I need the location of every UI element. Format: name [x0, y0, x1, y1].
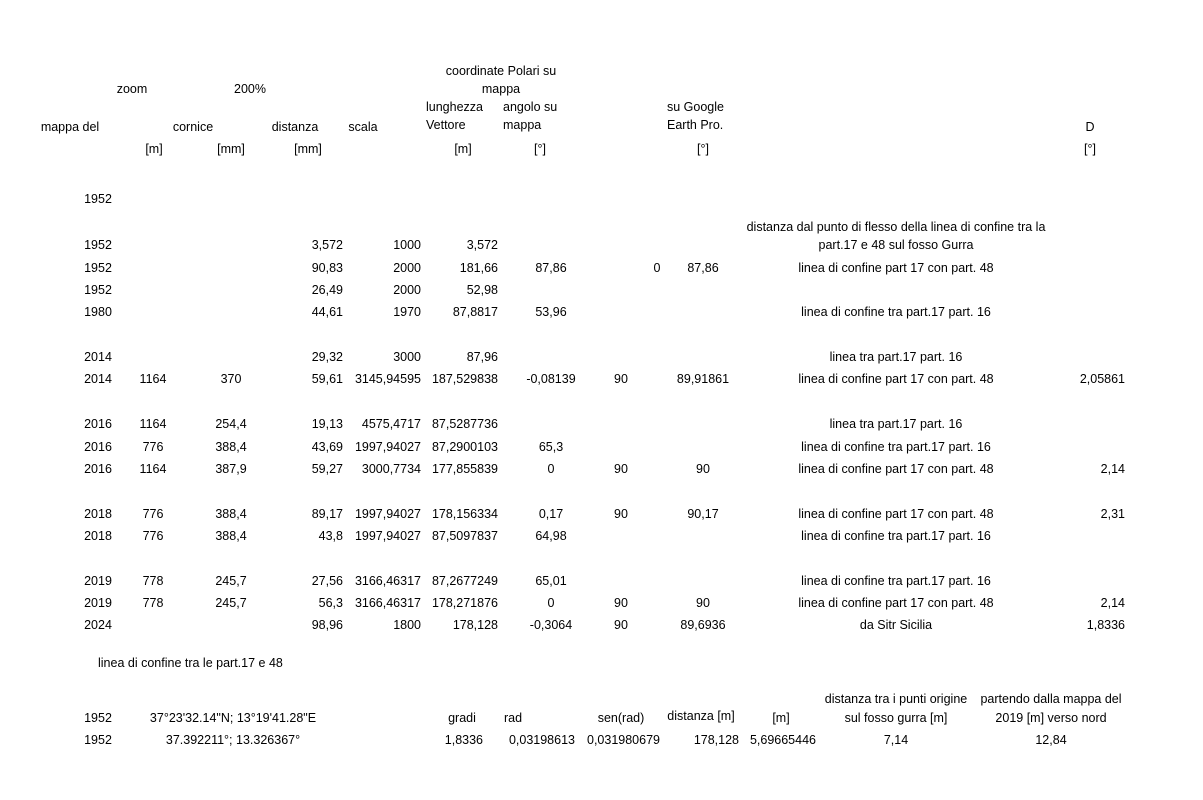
- bottom-value-m: 5,69665446: [749, 733, 816, 747]
- cell-description: da Sitr Sicilia: [859, 618, 933, 632]
- unit-google-deg: [°]: [697, 142, 709, 156]
- cell-lunghezza: 87,96: [466, 350, 498, 364]
- cell-description: linea di confine part 17 con part. 48: [798, 596, 994, 610]
- header-mappa-del: mappa del: [40, 120, 100, 134]
- cell-description: linea di confine part 17 con part. 48: [798, 372, 994, 386]
- cell-year: 2016: [84, 417, 112, 431]
- cell-description: linea tra part.17 part. 16: [829, 417, 963, 431]
- header-scala: scala: [348, 120, 378, 134]
- cell-year: 2018: [84, 529, 112, 543]
- cell-scala: 3145,94595: [354, 372, 421, 386]
- cell-year: 2018: [84, 507, 112, 521]
- cell-description: linea di confine tra part.17 part. 16: [801, 305, 991, 319]
- cell-description: linea di confine tra part.17 part. 16: [801, 529, 991, 543]
- bottom-header-distanza: distanza [m]: [667, 709, 735, 723]
- unit-lunghezza-m: [m]: [454, 142, 472, 156]
- cell-extra: 90: [614, 596, 628, 610]
- bottom-value-rad: 0,03198613: [508, 733, 575, 747]
- cell-lunghezza: 3,572: [466, 238, 498, 252]
- header-angolo-su: angolo su: [503, 100, 558, 114]
- cell-distanza: 3,572: [311, 238, 343, 252]
- cell-distanza: 43,69: [311, 440, 343, 454]
- header-cornice: cornice: [172, 120, 214, 134]
- cell-distanza: 59,61: [311, 372, 343, 386]
- cell-angolo: 65,01: [535, 574, 567, 588]
- cell-cornice-m: 778: [142, 574, 164, 588]
- cell-d: 2,14: [1100, 596, 1125, 610]
- cell-cornice-m: 776: [142, 529, 164, 543]
- bottom-header-partendo-2: 2019 [m] verso nord: [995, 711, 1107, 725]
- header-vettore: Vettore: [426, 118, 466, 132]
- note-1952-line2: part.17 e 48 sul fosso Gurra: [818, 238, 974, 252]
- cell-year: 1952: [84, 261, 112, 275]
- cell-cornice-mm: 245,7: [215, 574, 247, 588]
- cell-description: linea di confine part 17 con part. 48: [798, 261, 994, 275]
- cell-distanza: 90,83: [311, 261, 343, 275]
- cell-google: 90: [696, 462, 710, 476]
- cell-d: 1,8336: [1086, 618, 1125, 632]
- cell-lunghezza: 87,2900103: [431, 440, 498, 454]
- bottom-header-partendo-1: partendo dalla mappa del: [980, 692, 1122, 706]
- cell-lunghezza: 52,98: [466, 283, 498, 297]
- header-zoom-value: 200%: [234, 82, 266, 96]
- unit-cornice-m: [m]: [145, 142, 163, 156]
- bottom-header-m: [m]: [772, 711, 790, 725]
- cell-lunghezza: 178,271876: [431, 596, 498, 610]
- header-d: D: [1085, 120, 1095, 134]
- header-earth-pro: Earth Pro.: [667, 118, 724, 132]
- cell-lunghezza: 178,128: [452, 618, 498, 632]
- cell-scala: 3166,46317: [354, 574, 421, 588]
- cell-distanza: 44,61: [311, 305, 343, 319]
- header-polar-line1: coordinate Polari su: [445, 64, 557, 78]
- cell-cornice-mm: 254,4: [215, 417, 247, 431]
- bottom-header-dist-origine-2: sul fosso gurra [m]: [844, 711, 948, 725]
- cell-extra: 0: [653, 261, 661, 275]
- cell-distanza: 19,13: [311, 417, 343, 431]
- cell-lunghezza: 177,855839: [431, 462, 498, 476]
- cell-year: 2019: [84, 574, 112, 588]
- cell-google: 89,6936: [680, 618, 726, 632]
- bottom-row1-year: 1952: [84, 711, 112, 725]
- cell-lunghezza: 181,66: [459, 261, 498, 275]
- bottom-value-partendo: 12,84: [1035, 733, 1067, 747]
- cell-cornice-mm: 388,4: [215, 507, 247, 521]
- header-mappa: mappa: [503, 118, 542, 132]
- cell-distanza: 56,3: [318, 596, 343, 610]
- intro-year: 1952: [84, 192, 112, 206]
- cell-lunghezza: 87,2677249: [431, 574, 498, 588]
- cell-lunghezza: 87,5287736: [431, 417, 498, 431]
- cell-scala: 1800: [393, 618, 421, 632]
- cell-scala: 1997,94027: [354, 440, 421, 454]
- cell-scala: 3000: [393, 350, 421, 364]
- cell-year: 2014: [84, 372, 112, 386]
- cell-scala: 4575,4717: [361, 417, 421, 431]
- cell-scala: 1997,94027: [354, 507, 421, 521]
- cell-angolo: 0,17: [538, 507, 564, 521]
- cell-scala: 3166,46317: [354, 596, 421, 610]
- cell-year: 2019: [84, 596, 112, 610]
- cell-scala: 1970: [393, 305, 421, 319]
- cell-google: 90: [696, 596, 710, 610]
- cell-year: 2016: [84, 462, 112, 476]
- unit-distanza-mm: [mm]: [294, 142, 322, 156]
- cell-scala: 1000: [393, 238, 421, 252]
- cell-d: 2,31: [1100, 507, 1125, 521]
- cell-year: 2024: [84, 618, 112, 632]
- cell-distanza: 43,8: [318, 529, 343, 543]
- cell-distanza: 59,27: [311, 462, 343, 476]
- cell-scala: 3000,7734: [361, 462, 421, 476]
- note-1952-line1: distanza dal punto di flesso della linea di confine tra la: [746, 220, 1046, 234]
- cell-distanza: 89,17: [311, 507, 343, 521]
- cell-cornice-mm: 388,4: [215, 440, 247, 454]
- cell-lunghezza: 178,156334: [431, 507, 498, 521]
- cell-extra: 90: [614, 618, 628, 632]
- cell-angolo: 64,98: [535, 529, 567, 543]
- cell-angolo: 65,3: [538, 440, 564, 454]
- bottom-row1-coordinates: 37°23'32.14"N; 13°19'41.28"E: [149, 711, 317, 725]
- cell-cornice-m: 776: [142, 440, 164, 454]
- cell-year: 1952: [84, 283, 112, 297]
- cell-d: 2,05861: [1079, 372, 1125, 386]
- cell-description: linea di confine tra part.17 part. 16: [801, 440, 991, 454]
- cell-cornice-m: 778: [142, 596, 164, 610]
- unit-cornice-mm: [mm]: [217, 142, 245, 156]
- cell-angolo: 87,86: [535, 261, 567, 275]
- header-distanza: distanza: [271, 120, 319, 134]
- cell-year: 1952: [84, 238, 112, 252]
- cell-description: linea di confine part 17 con part. 48: [798, 507, 994, 521]
- bottom-header-sen: sen(rad): [597, 711, 645, 725]
- cell-description: linea tra part.17 part. 16: [829, 350, 963, 364]
- cell-google: 89,91861: [676, 372, 730, 386]
- unit-angolo-deg: [°]: [534, 142, 546, 156]
- bottom-row2-coordinates: 37.392211°; 13.326367°: [165, 733, 301, 747]
- cell-angolo: -0,08139: [526, 372, 576, 386]
- cell-cornice-mm: 370: [220, 372, 242, 386]
- header-zoom-label: zoom: [116, 82, 148, 96]
- section-title: linea di confine tra le part.17 e 48: [98, 656, 283, 670]
- cell-distanza: 27,56: [311, 574, 343, 588]
- cell-year: 2016: [84, 440, 112, 454]
- cell-distanza: 98,96: [311, 618, 343, 632]
- cell-extra: 90: [614, 462, 628, 476]
- cell-cornice-m: 1164: [139, 462, 167, 476]
- bottom-value-dist-origine: 7,14: [883, 733, 909, 747]
- cell-d: 2,14: [1100, 462, 1125, 476]
- bottom-value-distanza: 178,128: [693, 733, 739, 747]
- cell-lunghezza: 87,8817: [452, 305, 498, 319]
- cell-cornice-m: 1164: [139, 417, 167, 431]
- cell-description: linea di confine tra part.17 part. 16: [801, 574, 991, 588]
- cell-scala: 1997,94027: [354, 529, 421, 543]
- bottom-value-gradi: 1,8336: [444, 733, 483, 747]
- bottom-header-rad: rad: [503, 711, 523, 725]
- bottom-header-dist-origine-1: distanza tra i punti origine: [824, 692, 968, 706]
- cell-cornice-m: 776: [142, 507, 164, 521]
- cell-google: 90,17: [687, 507, 719, 521]
- cell-extra: 90: [614, 507, 628, 521]
- cell-cornice-mm: 245,7: [215, 596, 247, 610]
- header-lunghezza: lunghezza: [426, 100, 483, 114]
- cell-angolo: 0: [547, 596, 555, 610]
- bottom-row2-year: 1952: [84, 733, 112, 747]
- bottom-value-sen: 0,031980679: [587, 733, 660, 747]
- cell-angolo: 53,96: [535, 305, 567, 319]
- cell-description: linea di confine part 17 con part. 48: [798, 462, 994, 476]
- cell-scala: 2000: [393, 261, 421, 275]
- cell-extra: 90: [614, 372, 628, 386]
- cell-distanza: 29,32: [311, 350, 343, 364]
- cell-year: 2014: [84, 350, 112, 364]
- cell-cornice-m: 1164: [139, 372, 167, 386]
- cell-lunghezza: 187,529838: [431, 372, 498, 386]
- cell-scala: 2000: [393, 283, 421, 297]
- cell-lunghezza: 87,5097837: [431, 529, 498, 543]
- cell-angolo: 0: [547, 462, 555, 476]
- cell-year: 1980: [84, 305, 112, 319]
- cell-distanza: 26,49: [311, 283, 343, 297]
- unit-d-deg: [°]: [1084, 142, 1096, 156]
- header-polar-line2: mappa: [481, 82, 521, 96]
- cell-google: 87,86: [687, 261, 719, 275]
- cell-cornice-mm: 387,9: [215, 462, 247, 476]
- bottom-header-gradi: gradi: [448, 711, 476, 725]
- cell-cornice-mm: 388,4: [215, 529, 247, 543]
- cell-angolo: -0,3064: [529, 618, 573, 632]
- header-su-google: su Google: [667, 100, 724, 114]
